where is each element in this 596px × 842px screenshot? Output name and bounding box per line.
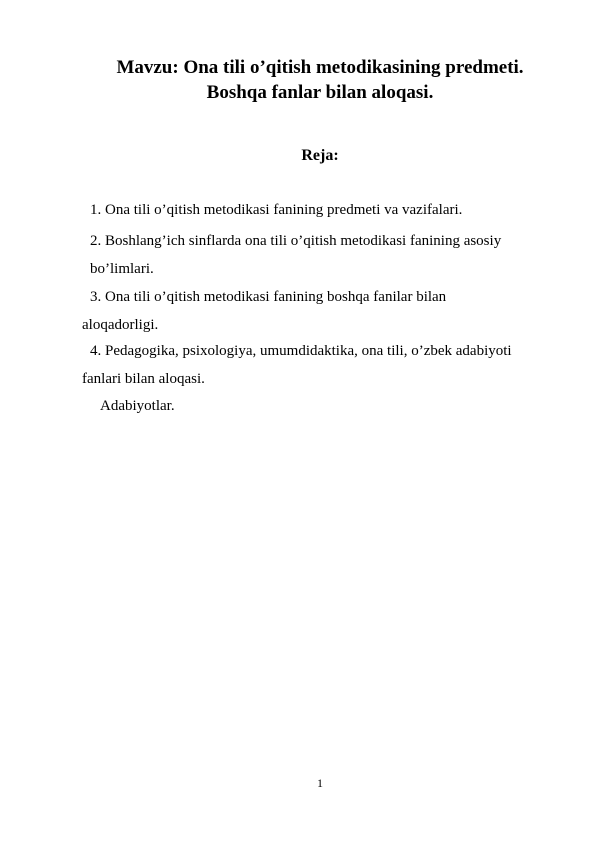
plan-item-4: 4. Pedagogika, psixologiya, umumdidaktika, ona tili, o’zbek adabiyoti — [90, 343, 512, 359]
document-title-line-2: Boshqa fanlar bilan aloqasi. — [206, 82, 434, 103]
plan-item-2-continued: bo’limlari. — [90, 261, 154, 277]
plan-item-3: 3. Ona tili o’qitish metodikasi fanining boshqa fanilar bilan — [90, 289, 447, 305]
plan-item-2: 2. Boshlang’ich sinflarda ona tili o’qitish metodikasi fanining asosiy — [90, 233, 502, 249]
plan-heading: Reja: — [301, 147, 339, 164]
page-number: 1 — [317, 776, 323, 790]
document-title-line-1: Mavzu: Ona tili o’qitish metodikasining predmeti. — [116, 57, 524, 78]
plan-item-1: 1. Ona tili o’qitish metodikasi fanining predmeti va vazifalari. — [90, 202, 463, 218]
plan-item-3-continued: aloqadorligi. — [82, 317, 159, 333]
references-item: Adabiyotlar. — [100, 398, 175, 414]
plan-item-4-continued: fanlari bilan aloqasi. — [82, 371, 205, 387]
